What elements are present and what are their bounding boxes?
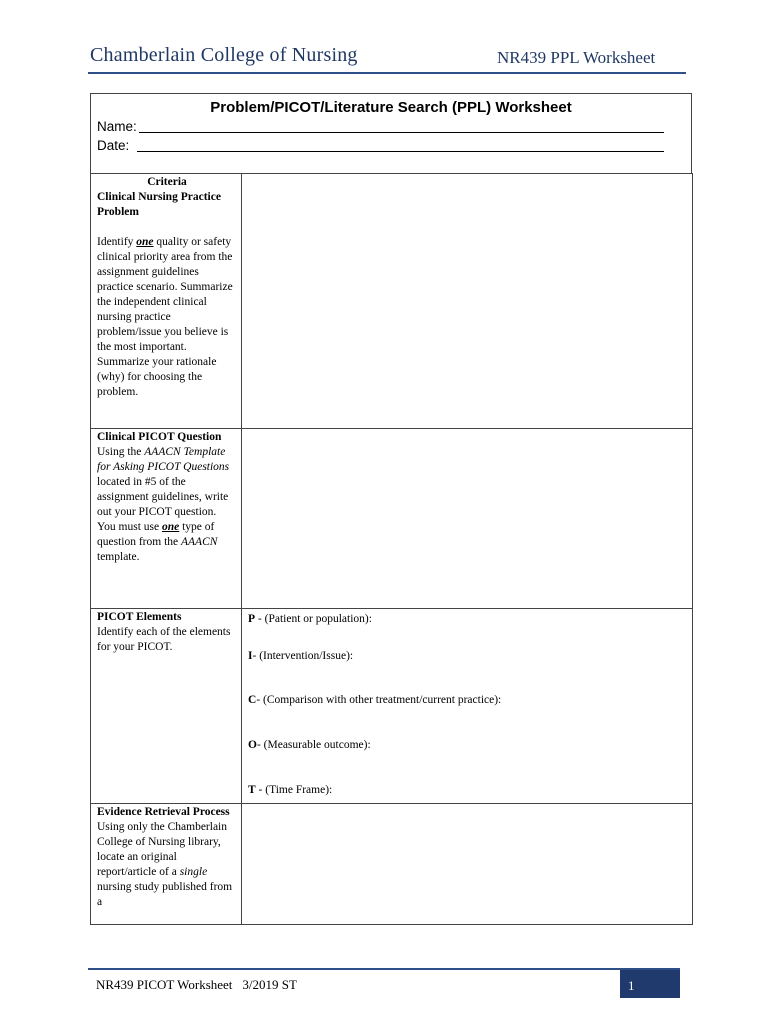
name-field[interactable] bbox=[139, 132, 664, 133]
criteria-cell bbox=[91, 174, 242, 429]
picot-t-element: T - (Time Frame): bbox=[248, 784, 333, 796]
picot-question-instructions: Using the AAACN Template for Asking PICOT Questions located in #5 of the assignment guidelines, write out your PICOT question. You must use one type of question from the AAACN template. bbox=[97, 446, 230, 563]
header-divider bbox=[88, 72, 686, 74]
picot-c-element: C- (Comparison with other treatment/current practice): bbox=[248, 694, 502, 706]
criteria-cell bbox=[91, 804, 242, 925]
practice-problem-response[interactable] bbox=[242, 174, 693, 429]
institution-name: Chamberlain College of Nursing bbox=[90, 44, 358, 66]
evidence-retrieval-response[interactable] bbox=[242, 804, 693, 925]
criteria-header: Criteria bbox=[147, 176, 187, 188]
page-number: 1 bbox=[620, 970, 680, 998]
criteria-cell bbox=[91, 609, 242, 804]
criteria-cell bbox=[91, 429, 242, 609]
date-label: Date: bbox=[97, 138, 130, 153]
table-row bbox=[91, 174, 693, 429]
document-title: Problem/PICOT/Literature Search (PPL) Worksheet bbox=[210, 99, 572, 116]
practice-problem-instructions: Identify one quality or safety clinical priority area from the assignment guidelines practice scenario. Summarize the independent clinical nursing practice problem/issue you believe is the most important. Summarize your rationale (why) for choosing the problem. bbox=[97, 236, 233, 398]
footer-course: NR439 PICOT Worksheet bbox=[96, 977, 233, 992]
date-field[interactable] bbox=[137, 151, 664, 152]
footer-divider bbox=[88, 968, 680, 970]
name-label: Name: bbox=[97, 119, 137, 134]
worksheet-table bbox=[90, 173, 693, 925]
footer-version: 3/2019 ST bbox=[242, 977, 297, 992]
table-row bbox=[91, 429, 693, 609]
table-row bbox=[91, 609, 693, 804]
picot-p-element: P - (Patient or population): bbox=[248, 613, 372, 625]
table-row bbox=[91, 804, 693, 925]
picot-i-element: I- (Intervention/Issue): bbox=[248, 650, 354, 662]
picot-elements-title: PICOT Elements bbox=[97, 611, 182, 623]
evidence-retrieval-title: Evidence Retrieval Process bbox=[97, 806, 230, 818]
footer bbox=[96, 977, 297, 993]
picot-elements-response[interactable] bbox=[242, 609, 693, 804]
title-block bbox=[90, 93, 692, 173]
practice-problem-title: Clinical Nursing Practice Problem bbox=[97, 191, 221, 218]
evidence-retrieval-instructions: Using only the Chamberlain College of Nursing library, locate an original report/article of a single nursing study published from a bbox=[97, 821, 233, 908]
picot-o-element: O- (Measurable outcome): bbox=[248, 739, 371, 751]
picot-question-response[interactable] bbox=[242, 429, 693, 609]
picot-elements-instructions: Identify each of the elements for your PICOT. bbox=[97, 626, 231, 653]
worksheet-label: NR439 PPL Worksheet bbox=[497, 48, 656, 67]
picot-question-title: Clinical PICOT Question bbox=[97, 431, 222, 443]
